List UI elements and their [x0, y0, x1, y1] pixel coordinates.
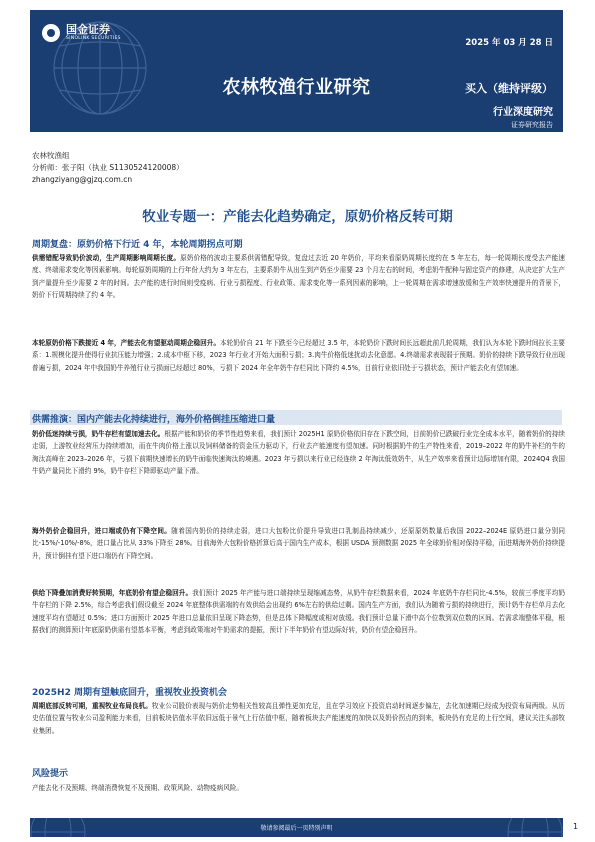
paragraph-1 [32, 252, 565, 302]
analyst-info [32, 150, 184, 186]
paragraph-5-body: 我们预计 2025 年产能与进口端持续呈现缩减态势，从奶牛存栏数据来看，2024 年底奶牛存栏同比-4.5%，较前三季度平均奶牛存栏的下降 2.5%，综合考虑我们假设截至 2024 年底整体供需端的有效供给会出现约 6%左右的供给过剩。国内生产方面，我们认为随着亏损的持续进行，预计奶牛存栏单月去化速度平均有望超过 0.5%；进口方面预计 2025 年进口总量依旧呈现下降态势，但是总体下降幅度或相对放缓。我们预计总量下滑中高个位数到双位数的区间。若需求端整体平稳，根据我们的测算预计年底原奶供需有望基本平衡，考虑到政策端对牛奶需求的提振，预计下半年奶价有望边际好转，奶价有望企稳回升。 [32, 589, 565, 635]
section-heading-supply-demand: 供需推演：国内产能去化持续进行，海外价格倒挂压缩进口量 [32, 415, 276, 425]
paragraph-2-body: 本轮奶价自 21 年下跌至今已经超过 3.5 年，本轮奶价下跌时间长远超此前几轮周期，我们认为本轮下跌时间拉长主要系：1.规模化提升使得行业抗压能力增强；2.成本中枢下移，2023 年行业才开始大面积亏损；3.肉牛价格低迷扰动去化意愿。4.终端需求表现弱于预期。奶价的持续下跌导致行业出现普遍亏损，2024 年中我国奶牛养殖行业亏损面已经超过 80%，亏损下 2024 年全年奶牛存栏同比下降约 4.5%，目前行业依旧处于亏损状态，预计产能去化有望加速。 [32, 339, 565, 372]
footer-bar [30, 818, 563, 837]
paragraph-3 [32, 428, 565, 478]
report-title: 农林牧渔行业研究 [222, 77, 371, 98]
paragraph-7 [32, 782, 565, 794]
section-heading-risk: 风险提示 [32, 769, 69, 779]
industry-group: 农林牧渔组 [32, 151, 70, 160]
paragraph-7-body: 产能去化不及预期、终端消费恢复不及预期、政策风险、动物疫病风险。 [32, 784, 243, 792]
paragraph-4-lead: 海外奶价企稳回升，进口端或仍有下降空间。 [32, 527, 172, 535]
page-number: 1 [573, 822, 579, 831]
paragraph-4 [32, 525, 565, 562]
logo-en: SINOLINK SECURITIES [66, 36, 121, 41]
report-date: 2025 年 03 月 28 日 [465, 38, 553, 48]
report-type: 行业深度研究 [493, 107, 553, 118]
report-header [30, 10, 563, 132]
disclaimer-link[interactable]: 敬请参阅最后一页特别声明 [260, 825, 333, 832]
paragraph-2-lead: 本轮原奶价格下跌接近 4 年，产能去化有望驱动周期企稳回升。 [32, 339, 220, 347]
paragraph-3-lead: 奶价低迷持续亏损，奶牛存栏有望加速去化。 [32, 430, 165, 438]
analyst-name: 分析师：张子阳（执业 S1130524120008） [32, 163, 184, 172]
section-heading-investment: 2025H2 周期有望触底回升，重视牧业投资机会 [32, 688, 227, 698]
company-logo [42, 24, 121, 42]
paragraph-6-body: 牧业公司股价表现与奶价走势相关性较高且弹性更加充足，且在学习效应下投资启动时间逐步偏左，去化加速期已经成为投资布局两级。从历史估值位置与牧业公司盈利能力来看，目前板块估值水平依旧远低于景气上行估值中枢，随着板块去产能速度的加快以及奶价拐点的到来，板块仍有充足的上行空间，建议关注头部牧业集团。 [32, 702, 566, 735]
report-subtitle: 证券研究报告 [511, 121, 553, 129]
paragraph-5 [32, 587, 565, 637]
paragraph-2 [32, 337, 565, 374]
paragraph-6-lead: 周期底部反转可期，重视牧业布局良机。 [32, 702, 152, 710]
paragraph-1-lead: 供需错配导致奶价波动，生产周期影响周期长度。 [32, 254, 181, 262]
paragraph-6 [32, 700, 565, 737]
paragraph-3-body: 根据产能和奶价的季节性趋势来看，我们预计 2025H1 原奶价格依旧存在下跌空间，目前奶价已跌破行业完全成本水平，随着奶价的持续走弱，上游牧业经营压力持续增加，而在牛肉价格上涨以及饲料储备的资金压力驱动下，行业去产能速度有望加速。同时根据奶牛的生产特性来看，2019–2022 年的奶牛补栏的牛的淘汰高峰在 2023–2026 年，亏损下前期快速增长的奶牛面临快速淘汰的境遇。2023 年亏损以来行业已经连续 2 年淘汰低效奶牛，从生产效率来看预计边际增加有限，2024Q4 我国牛奶产量同比下滑约 9%，奶牛存栏下降即驱动产量下滑。 [32, 430, 566, 476]
document-title: 牧业专题一：产能去化趋势确定，原奶价格反转可期 [142, 209, 453, 225]
logo-mark-icon [42, 24, 60, 42]
section-heading-cycle-review: 周期复盘：原奶价格下行近 4 年，本轮周期拐点可期 [32, 240, 243, 250]
logo-cn: 国金证券 [66, 23, 110, 36]
paragraph-1-body: 原奶价格的波动主要系供需错配导致，复盘过去近 20 年奶价，平均来看原奶周期长度约在 5 年左右，每一轮周期长度受去产能速度、终端需求变化等因素影响。每轮原奶周期的上行年份大约为 3 年左右，主要系奶牛从出生到产奶至少需要 23 个月左右的时间，考虑奶牛配种与固定资产的修建，从决定扩大生产到产量提升至少需要 2 年的时间。去产能的进行时间则受疫病、行业亏损程度、行业政策、需求变化等一系列因素的影响，上一轮周期在需求增速放缓和生产效率快速提升的背景下，奶价下行周期持续了约 4 年。 [32, 254, 566, 300]
paragraph-5-lead: 供给下降叠加消费好转预期，年底奶价有望企稳回升。 [32, 589, 193, 597]
analyst-email[interactable]: zhangziyang@gjzq.com.cn [32, 175, 133, 184]
paragraph-4-body: 随着国内奶价的持续走弱，进口大包粉比价提升导致进口乳制品持续减少，还原原奶数量后我国 2022–2024E 原奶进口量分别同比-15%/-10%/-8%，进口量占比从 33%下降至 28%。目前海外大包粉价格折算后高于国内生产成本，根据 USDA 预测数据 2025 年全球奶价相对保持平稳，而进期海外奶价持续提升，预计倒挂有望下进口端仍有下降空间。 [32, 527, 566, 560]
rating: 买入（维持评级） [465, 82, 553, 95]
